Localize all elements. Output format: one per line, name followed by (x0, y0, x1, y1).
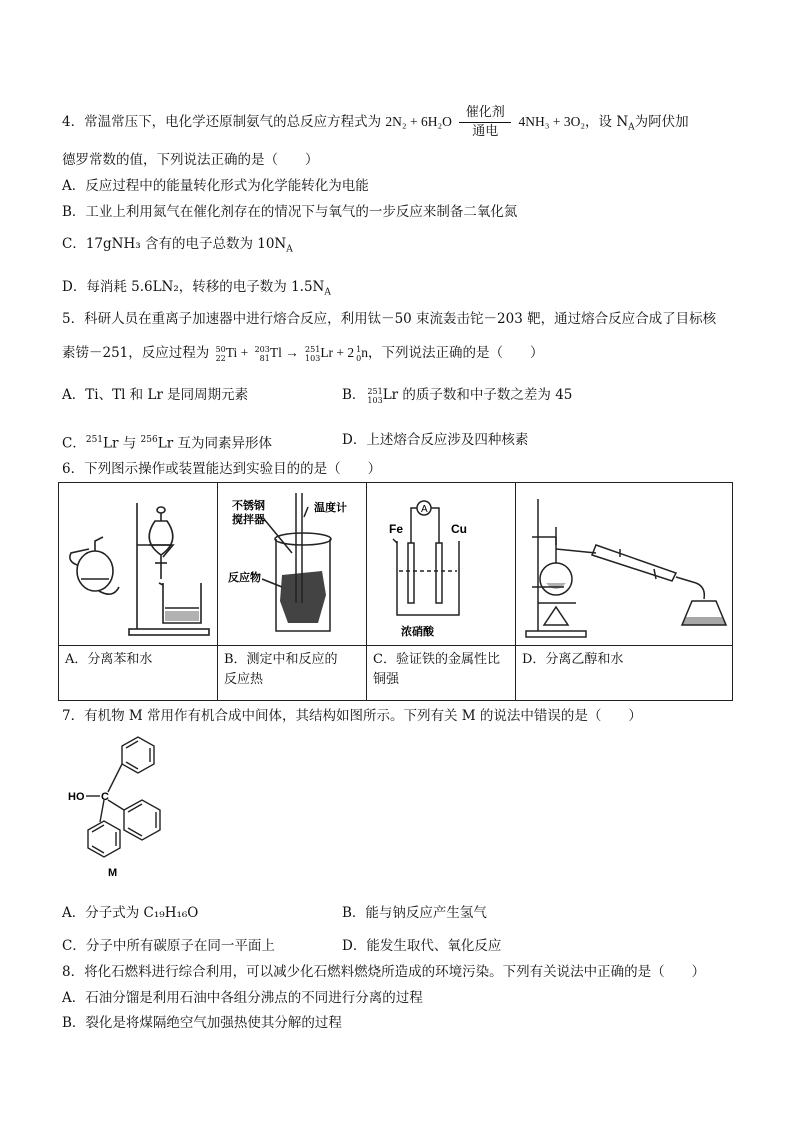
thermometer-label: 温度计 (314, 502, 347, 514)
q6-caption-b-line2: 反应热 (224, 672, 264, 687)
q4-stem-c: 为阿伏加 (634, 114, 689, 130)
central-carbon-label: C (101, 791, 109, 803)
q6-figure-a (59, 483, 218, 646)
q4-cond-electric: 通电 (472, 124, 499, 139)
q6-caption-d (516, 646, 733, 701)
q4-option-d (62, 277, 331, 303)
molecule-m-label: M (108, 867, 118, 879)
q6-figure-c (367, 483, 516, 646)
q7-option-c: C．分子中所有碳原子在同一平面上 (62, 938, 275, 954)
q4-eq-right: 4NH₃ + 3O₂ (518, 114, 586, 129)
q4-condition (459, 104, 511, 141)
q5-n-num: 0 (356, 353, 362, 363)
q5-option-b-mass: 251 (367, 386, 383, 396)
q6-figure-b (218, 483, 367, 646)
q6-caption-c-line1: C．验证铁的金属性比 (373, 652, 500, 667)
q5-ti-num: 22 (215, 353, 226, 363)
q5-tl-isotope (255, 345, 270, 363)
ammeter-label: A (421, 504, 428, 515)
q4-stem-a: 4．常温常压下，电化学还原制氨气的总反应方程式为 (62, 114, 382, 130)
q4-stem-b-sub: A (628, 122, 635, 133)
q5-tl-mass: 203 (254, 344, 270, 354)
q8-option-a: A．石油分馏是利用石油中各组分沸点的不同进行分离的过程 (62, 990, 423, 1006)
q5-option-c-text2: Lr 互为同素异形体 (157, 435, 272, 452)
triphenylmethanol-structure (60, 732, 200, 892)
q6-caption-d-text: D．分离乙醇和水 (522, 652, 624, 667)
q6-caption-b (218, 646, 367, 701)
q4-stem-line1 (62, 104, 689, 141)
q4-stem-b: ，设 N (585, 114, 629, 130)
reactant-label: 反应物 (228, 572, 261, 584)
q7-stem: 7．有机物 M 常用作有机合成中间体，其结构如图所示。下列有关 M 的说法中错误的是（ ） (62, 708, 642, 724)
q5-lr-mass: 251 (305, 344, 321, 354)
q5-n-mass: 1 (356, 344, 362, 354)
q7-option-a: A．分子式为 C₁₉H₁₆O (62, 905, 199, 921)
q5-lr: Lr + 2 (320, 345, 355, 360)
q5-tl-num: 81 (259, 353, 270, 363)
q5-option-a: A．Ti、Tl 和 Lr 是同周期元素 (62, 387, 249, 403)
calorimeter-illustration (218, 483, 366, 645)
q4-option-c-text: C．17gNH₃ 含有的电子总数为 10N (62, 236, 287, 252)
hydroxyl-label: HO (68, 791, 85, 803)
q6-stem: 6．下列图示操作或装置能达到实验目的的是（ ） (62, 461, 382, 477)
q4-option-d-sub: A (324, 287, 331, 298)
q5-option-c (62, 430, 272, 454)
q5-ti: Ti + (225, 345, 249, 360)
nitric-acid-label: 浓硝酸 (401, 626, 434, 638)
q6-caption-c (367, 646, 516, 701)
q5-option-b-num: 103 (367, 395, 383, 405)
distillation-illustration (516, 483, 732, 645)
q6-caption-b-line1: B．测定中和反应的 (224, 652, 338, 667)
q5-option-b-text: Lr 的质子数和中子数之差为 45 (382, 387, 573, 403)
q5-stem-b: ，下列说法正确的是（ ） (368, 345, 544, 361)
q5-option-b (342, 385, 572, 405)
q5-option-c-text1: Lr 与 (103, 435, 137, 452)
q4-option-c (62, 234, 293, 260)
q6-caption-a (59, 646, 218, 701)
cu-electrode-label: Cu (451, 522, 467, 536)
q4-eq-left: 2N₂ + 6H₂O (385, 114, 452, 129)
q6-caption-c-line2: 铜强 (373, 672, 400, 687)
q5-option-b-isotope (367, 387, 382, 405)
q4-cond-catalyst: 催化剂 (465, 105, 505, 120)
q5-option-d: D．上述熔合反应涉及四种核素 (342, 432, 529, 448)
q5-lr-isotope (305, 345, 320, 363)
q5-stem-line1: 5．科研人员在重离子加速器中进行熔合反应，利用钛－50 束流轰击铊－203 靶，通过熔合反应合成了目标核 (62, 311, 717, 327)
q5-option-c-prefix: C． (62, 435, 86, 452)
q4-option-b: B．工业上利用氮气在催化剂存在的情况下与氧气的一步反应来制备二氧化氮 (62, 204, 518, 220)
q6-apparatus-table (58, 482, 733, 701)
q5-option-c-mass1: 251 (85, 435, 104, 445)
galvanic-cell-illustration (367, 483, 515, 645)
q5-ti-mass: 50 (215, 344, 226, 354)
separatory-funnel-illustration (59, 483, 217, 645)
q7-option-d: D．能发生取代、氧化反应 (342, 938, 502, 954)
q4-option-d-text: D．每消耗 5.6LN₂，转移的电子数为 1.5N (62, 279, 325, 295)
q5-stem-a: 素铹－251，反应过程为 (62, 345, 210, 361)
q4-option-c-sub: A (286, 244, 293, 255)
q5-tl: Tl → (269, 345, 299, 360)
q5-ti-isotope (216, 345, 226, 363)
q6-caption-a-text: A．分离苯和水 (65, 652, 153, 667)
q4-option-a: A．反应过程中的能量转化形式为化学能转化为电能 (62, 178, 369, 194)
q5-stem-line2 (62, 343, 544, 363)
q5-option-b-prefix: B． (342, 387, 366, 403)
q8-option-b: B．裂化是将煤隔绝空气加强热使其分解的过程 (62, 1015, 342, 1031)
stirrer-label-2: 搅拌器 (232, 514, 265, 526)
q8-stem: 8．将化石燃料进行综合利用，可以减少化石燃料燃烧所造成的环境污染。下列有关说法中正确的是（ ） (62, 964, 706, 980)
q5-option-c-mass2: 256 (140, 435, 158, 445)
q5-n: n (361, 345, 369, 360)
q7-option-b: B．能与钠反应产生氢气 (342, 905, 487, 921)
q4-stem-line2: 德罗常数的值，下列说法正确的是（ ） (62, 152, 319, 168)
fe-electrode-label: Fe (389, 522, 404, 536)
q5-lr-num: 103 (305, 353, 321, 363)
q6-figure-d (516, 483, 733, 646)
stirrer-label-1: 不锈钢 (232, 500, 265, 512)
